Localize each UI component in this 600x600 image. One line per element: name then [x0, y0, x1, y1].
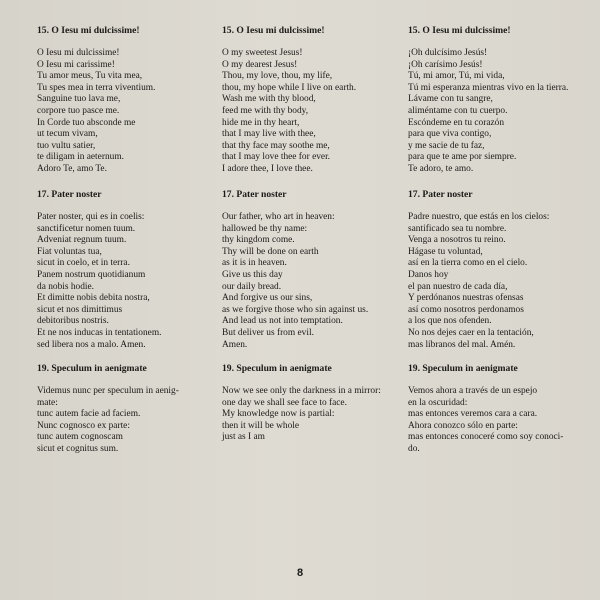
text-line: ut tecum vivam,	[37, 129, 98, 140]
section-heading: 17. Pater noster	[222, 189, 287, 200]
text-lines	[37, 212, 227, 351]
text-line: tuo vultu satier,	[37, 140, 96, 151]
text-line: Te adoro, te amo.	[408, 163, 474, 174]
text-line: O Iesu mi dulcissime!	[37, 48, 120, 58]
text-line: In Corde tuo absconde me	[37, 117, 136, 128]
text-line: Lávame con tu sangre,	[408, 94, 493, 105]
text-lines	[222, 48, 412, 176]
text-line: Danos hoy	[408, 269, 449, 280]
text-line: that thy face may soothe me,	[222, 140, 330, 151]
text-line: a los que nos ofenden.	[408, 316, 492, 327]
text-line: da nobis hodie.	[37, 281, 95, 292]
text-line: mate:	[37, 397, 58, 408]
text-line: aliméntame con tu cuerpo.	[408, 105, 508, 116]
text-line: mas líbranos del mal. Amén.	[408, 339, 516, 350]
text-line: Nunc cognosco ex parte:	[37, 420, 130, 431]
text-line: Y perdónanos nuestras ofensas	[408, 293, 524, 304]
text-lines	[408, 48, 594, 176]
section-17	[37, 189, 227, 351]
text-lines	[408, 386, 594, 456]
text-line: Wash me with thy blood,	[222, 94, 316, 105]
section-heading: 19. Speculum in aenigmate	[37, 363, 147, 374]
text-line: O my dearest Jesus!	[222, 59, 298, 70]
text-line: Vemos ahora a través de un espejo	[408, 386, 538, 396]
text-line: O my sweetest Jesus!	[222, 48, 303, 58]
text-line: as we forgive those who sin against us.	[222, 304, 369, 315]
text-line: as it is in heaven.	[222, 258, 287, 269]
text-line: Sanguine tuo lava me,	[37, 94, 121, 105]
text-line: Tú, mi amor, Tú, mi vida,	[408, 71, 505, 82]
section-19	[408, 363, 594, 456]
section-17	[222, 189, 412, 351]
section-15	[408, 25, 594, 176]
text-line: santificado sea tu nombre.	[408, 223, 507, 234]
section-19	[37, 363, 227, 456]
section-heading: 19. Speculum in aenigmate	[222, 363, 332, 374]
section-heading: 15. O Iesu mi dulcissime!	[37, 25, 140, 36]
text-line: then it will be whole	[222, 420, 300, 431]
text-line: Et dimitte nobis debita nostra,	[37, 293, 150, 304]
text-line: thy kingdom come.	[222, 235, 295, 246]
text-line: hallowed be thy name:	[222, 223, 308, 234]
page-number: 8	[296, 567, 304, 579]
text-line: feed me with thy body,	[222, 105, 309, 116]
text-line: do.	[408, 443, 420, 454]
text-line: Adoro Te, amo Te.	[37, 163, 107, 174]
section-heading: 15. O Iesu mi dulcissime!	[408, 25, 511, 36]
text-line: But deliver us from evil.	[222, 327, 314, 338]
text-line: el pan nuestro de cada día,	[408, 281, 508, 292]
text-line: Our father, who art in heaven:	[222, 212, 335, 222]
text-line: one day we shall see face to face.	[222, 397, 347, 408]
text-line: And lead us not into temptation.	[222, 316, 343, 327]
text-line: debitoribus nostris.	[37, 316, 109, 327]
text-line: Venga a nosotros tu reino.	[408, 235, 506, 246]
text-line: ¡Oh carísimo Jesús!	[408, 59, 483, 70]
text-line: Padre nuestro, que estás en los cielos:	[408, 212, 550, 222]
section-15	[37, 25, 227, 176]
text-line: O Iesu mi carissime!	[37, 59, 115, 70]
text-line: así en la tierra como en el cielo.	[408, 258, 528, 269]
text-line: para que viva contigo,	[408, 129, 492, 140]
text-line: And forgive us our sins,	[222, 293, 313, 304]
text-line: our daily bread.	[222, 281, 282, 292]
text-line: corpore tuo pasce me.	[37, 105, 120, 116]
section-heading: 17. Pater noster	[408, 189, 473, 200]
text-line: te diligam in aeternum.	[37, 152, 124, 163]
text-line: Hágase tu voluntad,	[408, 246, 483, 257]
text-line: Pater noster, qui es in coelis:	[37, 212, 145, 222]
text-line: sicut et nos dimittimus	[37, 304, 123, 315]
text-line: así como nosotros perdonamos	[408, 304, 524, 315]
text-line: Give us this day	[222, 269, 283, 280]
text-line: sed libera nos a malo. Amen.	[37, 339, 146, 350]
text-line: ¡Oh dulcísimo Jesús!	[408, 48, 488, 58]
section-heading: 17. Pater noster	[37, 189, 102, 200]
text-line: I adore thee, I love thee.	[222, 163, 313, 174]
text-lines	[222, 212, 412, 351]
text-line: sanctificetur nomen tuum.	[37, 223, 136, 234]
text-line: en la oscuridad:	[408, 397, 468, 408]
text-lines	[408, 212, 594, 351]
text-line: just as I am	[222, 432, 265, 443]
section-heading: 15. O Iesu mi dulcissime!	[222, 25, 325, 36]
text-lines	[222, 386, 412, 444]
text-line: Thy will be done on earth	[222, 246, 319, 257]
text-line: mas entonces conoceré como soy conoci-	[408, 432, 564, 443]
text-line: Tú mi esperanza mientras vivo en la tierra.	[408, 82, 569, 93]
text-line: My knowledge now is partial:	[222, 409, 335, 420]
section-15	[222, 25, 412, 176]
text-line: thou, my hope while I live on earth.	[222, 82, 357, 93]
text-line: hide me in thy heart,	[222, 117, 300, 128]
section-17	[408, 189, 594, 351]
text-line: Amen.	[222, 339, 248, 350]
text-line: Videmus nunc per speculum in aenig-	[37, 386, 179, 396]
text-line: sicut et cognitus sum.	[37, 443, 119, 454]
text-line: tunc autem facie ad faciem.	[37, 409, 141, 420]
text-line: tunc autem cognoscam	[37, 432, 123, 443]
text-line: Ahora conozco sólo en parte:	[408, 420, 518, 431]
text-line: that I may love thee for ever.	[222, 152, 331, 163]
text-line: para que te ame por siempre.	[408, 152, 517, 163]
section-19	[222, 363, 412, 444]
text-lines	[37, 386, 227, 456]
text-line: Tu amor meus, Tu vita mea,	[37, 71, 143, 82]
text-line: y me sacie de tu faz,	[408, 140, 485, 151]
text-line: sicut in coelo, et in terra.	[37, 258, 130, 269]
text-line: No nos dejes caer en la tentación,	[408, 327, 534, 338]
text-line: Tu spes mea in terra viventium.	[37, 82, 156, 93]
text-line: Panem nostrum quotidianum	[37, 269, 146, 280]
text-line: Thou, my love, thou, my life,	[222, 71, 333, 82]
text-line: Escóndeme en tu corazón	[408, 117, 505, 128]
text-lines	[37, 48, 227, 176]
text-line: Adveniat regnum tuum.	[37, 235, 127, 246]
section-heading: 19. Speculum in aenigmate	[408, 363, 518, 374]
text-line: Fiat voluntas tua,	[37, 246, 102, 257]
text-line: Now we see only the darkness in a mirror:	[222, 386, 381, 396]
text-line: Et ne nos inducas in tentationem.	[37, 327, 162, 338]
text-line: mas entonces veremos cara a cara.	[408, 409, 538, 420]
text-line: that I may live with thee,	[222, 129, 316, 140]
